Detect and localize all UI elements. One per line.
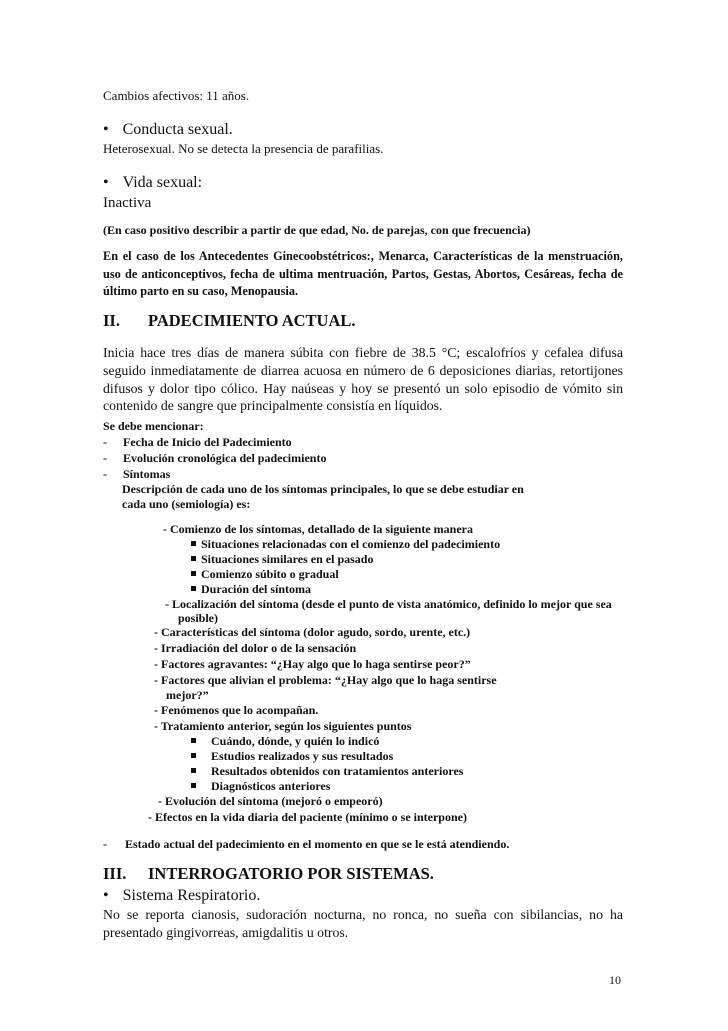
square-bullet-icon: [191, 783, 196, 788]
tratamiento-item: [191, 735, 379, 749]
section-ii-number: II.: [103, 311, 120, 330]
conducta-sexual-title: Conducta sexual.: [122, 121, 233, 138]
section-ii-title: PADECIMIENTO ACTUAL.: [148, 311, 356, 330]
guide-item: [103, 435, 292, 450]
square-bullet-icon: [191, 753, 196, 758]
page-number: 10: [609, 973, 621, 987]
padecimiento-paragraph: Inicia hace tres días de manera súbita con fiebre de 38.5 °C; escalofríos y cefalea difusa seguido inmediatamente de diarrea acuosa en número de 6 deposiciones diarias, retortijones difusos y dolor tipo cólico. Hay naúseas y hoy se presentó un solo episodio de vómito sin contenido de sangre que principalmente consistía en líquidos.: [103, 345, 623, 414]
sistema-respiratorio-title: Sistema Respiratorio.: [122, 887, 261, 904]
bullet-icon: •: [103, 887, 109, 904]
comienzo-line: - Comienzo de los síntomas, detallado de la siguiente manera: [163, 522, 473, 536]
square-bullet-icon: [191, 571, 196, 576]
comienzo-item-label: Situaciones similares en el pasado: [201, 552, 374, 566]
dash: -: [103, 435, 107, 449]
square-bullet-icon: [191, 541, 196, 546]
comienzo-item: [191, 583, 311, 597]
guide-item: [103, 451, 327, 466]
localizacion-line1: - Localización del síntoma (desde el punto de vista anatómico, definido lo mejor que sea: [165, 597, 612, 611]
alivian-line2: mejor?”: [166, 688, 209, 702]
guide-item: [103, 467, 171, 482]
sistema-respiratorio-text: No se reporta cianosis, sudoración nocturna, no ronca, no sueña con sibilancias, no ha presentado gingivorreas, amigdalitis u otros.: [103, 907, 623, 940]
fenomenos-line: - Fenómenos que lo acompañan.: [154, 703, 319, 717]
tratamiento-item-label: Cuándo, dónde, y quién lo indicó: [211, 734, 380, 748]
section-iii-title: INTERROGATORIO POR SISTEMAS.: [148, 864, 434, 883]
dash: -: [103, 451, 107, 465]
bullet-icon: •: [103, 174, 109, 191]
alivian-line1: - Factores que alivian el problema: “¿Hay algo que lo haga sentirse: [154, 673, 497, 687]
guide-item-label: Evolución cronológica del padecimiento: [123, 451, 327, 465]
note-antecedentes: En el caso de los Antecedentes Ginecoobstétricos:, Menarca, Características de la menstruación, uso de anticonceptivos, fecha de ultima mentruación, Partos, Gestas, Abortos, Cesáreas, fecha de último parto en su caso, Menopausia.: [103, 249, 623, 298]
estado-actual-item: [103, 837, 510, 852]
localizacion-line2: posible): [178, 611, 219, 625]
bullet-icon: •: [103, 121, 109, 138]
note-positivo: (En caso positivo describir a partir de que edad, No. de parejas, con que frecuencia): [103, 223, 531, 237]
comienzo-item: [191, 553, 373, 567]
sintomas-description-line2: cada uno (semiología) es:: [122, 497, 251, 511]
square-bullet-icon: [191, 768, 196, 773]
vida-sexual-title: Vida sexual:: [122, 174, 203, 191]
conducta-sexual-text: Heterosexual. No se detecta la presencia de parafilias.: [103, 141, 384, 156]
vida-sexual-value: Inactiva: [103, 195, 152, 211]
guide-heading: Se debe mencionar:: [103, 419, 204, 433]
comienzo-item-label: Situaciones relacionadas con el comienzo del padecimiento: [201, 537, 501, 551]
comienzo-item: [191, 538, 500, 552]
tratamiento-line: - Tratamiento anterior, según los siguientes puntos: [154, 719, 412, 733]
comienzo-item-label: Comienzo súbito o gradual: [201, 567, 339, 581]
comienzo-item-label: Duración del síntoma: [201, 582, 312, 596]
vida-sexual-heading: [103, 174, 202, 192]
tratamiento-item: [191, 780, 330, 794]
guide-item-label: Síntomas: [123, 467, 171, 481]
tratamiento-item: [191, 765, 463, 779]
square-bullet-icon: [191, 738, 196, 743]
conducta-sexual-heading: [103, 121, 233, 139]
square-bullet-icon: [191, 586, 196, 591]
guide-item-label: Fecha de Inicio del Padecimiento: [123, 435, 292, 449]
sintomas-description-line1: Descripción de cada uno de los síntomas principales, lo que se debe estudiar en: [122, 482, 524, 496]
cambios-afectivos-line: Cambios afectivos: 11 años.: [103, 88, 250, 103]
dash: -: [103, 837, 107, 851]
efectos-line: - Efectos en la vida diaria del paciente (mínimo o se interpone): [148, 810, 467, 824]
caracteristicas-line: - Características del síntoma (dolor agudo, sordo, urente, etc.): [154, 625, 471, 639]
square-bullet-icon: [191, 556, 196, 561]
evolucion-line: - Evolución del síntoma (mejoró o empeoró): [158, 794, 383, 808]
section-iii-number: III.: [103, 864, 127, 883]
sistema-respiratorio-heading: [103, 887, 260, 905]
comienzo-item: [191, 568, 339, 582]
tratamiento-item-label: Estudios realizados y sus resultados: [211, 749, 394, 763]
tratamiento-item-label: Diagnósticos anteriores: [211, 779, 331, 793]
tratamiento-item: [191, 750, 393, 764]
irradiacion-line: - Irradiación del dolor o de la sensación: [154, 641, 357, 655]
dash: -: [103, 467, 107, 481]
estado-actual-label: Estado actual del padecimiento en el momento en que se le está atendiendo.: [125, 837, 510, 851]
agravantes-line: - Factores agravantes: “¿Hay algo que lo haga sentirse peor?”: [154, 657, 471, 671]
tratamiento-item-label: Resultados obtenidos con tratamientos anteriores: [211, 764, 464, 778]
